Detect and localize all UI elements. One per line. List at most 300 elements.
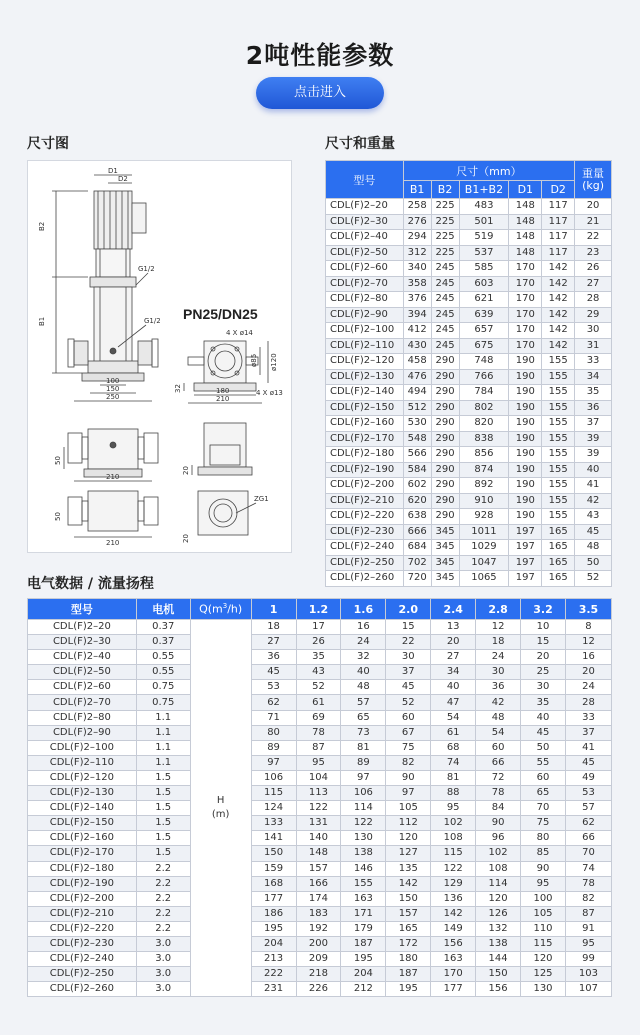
value-cell: 21 [575, 214, 612, 230]
model-cell: CDL(F)2–220 [326, 509, 404, 525]
motor-cell: 2.2 [136, 876, 190, 891]
table-row [326, 555, 612, 571]
model-cell: CDL(F)2–80 [28, 710, 137, 725]
head-cell: 149 [431, 921, 476, 936]
model-cell: CDL(F)2–100 [326, 323, 404, 339]
value-cell: 197 [509, 524, 542, 540]
head-cell: 52 [296, 680, 341, 695]
value-cell: 245 [431, 338, 459, 354]
head-cell: 54 [476, 725, 521, 740]
head-cell: 90 [386, 770, 431, 785]
value-cell: 345 [431, 524, 459, 540]
value-cell: 39 [575, 431, 612, 447]
head-cell: 80 [521, 831, 566, 846]
head-cell: 70 [521, 801, 566, 816]
value-cell: 225 [431, 214, 459, 230]
head-cell: 195 [386, 982, 431, 997]
col-flow-header: 1.2 [296, 599, 341, 620]
head-cell: 110 [521, 921, 566, 936]
head-cell: 163 [431, 952, 476, 967]
model-cell: CDL(F)2–30 [28, 635, 137, 650]
model-cell: CDL(F)2–40 [28, 650, 137, 665]
head-cell: 126 [476, 906, 521, 921]
value-cell: 345 [431, 555, 459, 571]
head-cell: 81 [431, 770, 476, 785]
head-cell: 141 [251, 831, 296, 846]
head-cell: 159 [251, 861, 296, 876]
col-d2-header: D2 [542, 181, 575, 199]
head-cell: 112 [386, 816, 431, 831]
model-cell: CDL(F)2–90 [28, 725, 137, 740]
dim-32-label: 32 [174, 384, 182, 393]
value-cell: 290 [431, 385, 459, 401]
head-cell: 183 [296, 906, 341, 921]
model-cell: CDL(F)2–50 [28, 665, 137, 680]
value-cell: 874 [459, 462, 509, 478]
value-cell: 476 [403, 369, 431, 385]
head-cell: 155 [341, 876, 386, 891]
value-cell: 657 [459, 323, 509, 339]
value-cell: 142 [542, 276, 575, 292]
head-cell: 91 [565, 921, 611, 936]
table-row [28, 725, 612, 740]
col-flow-header: 3.5 [565, 599, 611, 620]
dim-210c-label: 210 [106, 539, 120, 547]
head-cell: 122 [341, 816, 386, 831]
dim-210a-label: 210 [216, 395, 230, 403]
col-model-header: 型号 [28, 599, 137, 620]
head-cell: 70 [565, 846, 611, 861]
value-cell: 117 [542, 245, 575, 261]
head-cell: 179 [341, 921, 386, 936]
table-row [326, 323, 612, 339]
page-title: 2吨性能参数 [245, 41, 395, 70]
value-cell: 548 [403, 431, 431, 447]
value-cell: 170 [509, 323, 542, 339]
value-cell: 245 [431, 292, 459, 308]
head-cell: 186 [251, 906, 296, 921]
head-cell: 89 [251, 740, 296, 755]
value-cell: 290 [431, 509, 459, 525]
head-cell: 15 [521, 635, 566, 650]
head-cell: 75 [521, 816, 566, 831]
table-row [326, 431, 612, 447]
value-cell: 892 [459, 478, 509, 494]
model-cell: CDL(F)2–190 [28, 876, 137, 891]
head-cell: 33 [565, 710, 611, 725]
head-cell: 81 [341, 740, 386, 755]
motor-cell: 1.5 [136, 846, 190, 861]
col-size-header: 尺寸（mm） [403, 161, 574, 181]
model-cell: CDL(F)2–200 [326, 478, 404, 494]
dim-210b-label: 210 [106, 473, 120, 481]
head-cell: 74 [565, 861, 611, 876]
col-model-header: 型号 [326, 161, 404, 199]
value-cell: 602 [403, 478, 431, 494]
value-cell: 245 [431, 276, 459, 292]
head-cell: 27 [431, 650, 476, 665]
model-cell: CDL(F)2–170 [28, 846, 137, 861]
model-cell: CDL(F)2–240 [326, 540, 404, 556]
head-cell: 47 [431, 695, 476, 710]
value-cell: 290 [431, 493, 459, 509]
value-cell: 27 [575, 276, 612, 292]
model-cell: CDL(F)2–180 [28, 861, 137, 876]
table-row [28, 906, 612, 921]
value-cell: 155 [542, 400, 575, 416]
model-cell: CDL(F)2–150 [28, 816, 137, 831]
value-cell: 621 [459, 292, 509, 308]
motor-cell: 1.5 [136, 770, 190, 785]
model-cell: CDL(F)2–240 [28, 952, 137, 967]
pn-dn-label: PN25/DN25 [183, 306, 258, 322]
elec-section-title: 电气数据 / 流量扬程 [27, 576, 154, 592]
model-cell: CDL(F)2–120 [326, 354, 404, 370]
value-cell: 190 [509, 462, 542, 478]
col-d1-header: D1 [509, 181, 542, 199]
value-cell: 1029 [459, 540, 509, 556]
motor-cell: 1.5 [136, 801, 190, 816]
model-cell: CDL(F)2–120 [28, 770, 137, 785]
model-cell: CDL(F)2–30 [326, 214, 404, 230]
value-cell: 197 [509, 571, 542, 587]
table-row [28, 786, 612, 801]
table-row [28, 816, 612, 831]
head-cell: 43 [296, 665, 341, 680]
head-cell: 30 [521, 680, 566, 695]
head-cell: 172 [386, 936, 431, 951]
value-cell: 35 [575, 385, 612, 401]
dim-180-label: 180 [216, 387, 230, 395]
value-cell: 458 [403, 354, 431, 370]
value-cell: 290 [431, 354, 459, 370]
motor-cell: 1.1 [136, 740, 190, 755]
head-cell: 26 [296, 635, 341, 650]
value-cell: 165 [542, 540, 575, 556]
head-cell: 45 [565, 755, 611, 770]
head-cell: 15 [386, 620, 431, 635]
head-cell: 120 [521, 952, 566, 967]
head-cell: 106 [341, 786, 386, 801]
head-label: H [216, 795, 225, 807]
value-cell: 142 [542, 307, 575, 323]
head-cell: 61 [296, 695, 341, 710]
dim-b2-label: B2 [38, 221, 46, 231]
head-cell: 85 [521, 846, 566, 861]
value-cell: 856 [459, 447, 509, 463]
head-cell: 67 [386, 725, 431, 740]
table-row [326, 292, 612, 308]
dim-100-label: 100 [106, 377, 120, 385]
head-cell: 87 [296, 740, 341, 755]
value-cell: 519 [459, 230, 509, 246]
value-cell: 155 [542, 447, 575, 463]
head-cell: 49 [565, 770, 611, 785]
head-cell: 95 [431, 801, 476, 816]
head-cell: 150 [386, 891, 431, 906]
value-cell: 394 [403, 307, 431, 323]
table-row [28, 740, 612, 755]
value-cell: 142 [542, 338, 575, 354]
head-cell: 136 [431, 891, 476, 906]
value-cell: 530 [403, 416, 431, 432]
head-cell: 24 [565, 680, 611, 695]
head-cell: 90 [476, 816, 521, 831]
head-cell: 213 [251, 952, 296, 967]
value-cell: 258 [403, 199, 431, 215]
value-cell: 43 [575, 509, 612, 525]
model-cell: CDL(F)2–130 [326, 369, 404, 385]
value-cell: 31 [575, 338, 612, 354]
col-flow-header: 3.2 [521, 599, 566, 620]
enter-button[interactable]: 点击进入 [256, 77, 384, 109]
head-cell: 10 [521, 620, 566, 635]
head-cell: 135 [386, 861, 431, 876]
table-row [28, 861, 612, 876]
value-cell: 165 [542, 571, 575, 587]
head-cell: 28 [565, 695, 611, 710]
table-row [326, 276, 612, 292]
value-cell: 30 [575, 323, 612, 339]
head-cell: 45 [386, 680, 431, 695]
value-cell: 225 [431, 230, 459, 246]
head-cell: 105 [521, 906, 566, 921]
head-cell: 72 [476, 770, 521, 785]
value-cell: 170 [509, 338, 542, 354]
value-cell: 245 [431, 307, 459, 323]
table-row [28, 770, 612, 785]
head-cell: 40 [341, 665, 386, 680]
value-cell: 766 [459, 369, 509, 385]
head-cell: 122 [431, 861, 476, 876]
table-row [326, 199, 612, 215]
head-cell: 20 [521, 650, 566, 665]
table-row [326, 261, 612, 277]
head-cell: 40 [521, 710, 566, 725]
value-cell: 638 [403, 509, 431, 525]
model-cell: CDL(F)2–80 [326, 292, 404, 308]
head-cell: 66 [565, 831, 611, 846]
head-cell: 195 [341, 952, 386, 967]
model-cell: CDL(F)2–250 [326, 555, 404, 571]
col-flow-header: 1.6 [341, 599, 386, 620]
head-cell: 165 [386, 921, 431, 936]
value-cell: 155 [542, 431, 575, 447]
value-cell: 684 [403, 540, 431, 556]
head-cell: 60 [521, 770, 566, 785]
table-row [326, 478, 612, 494]
head-cell: 156 [431, 936, 476, 951]
value-cell: 928 [459, 509, 509, 525]
model-cell: CDL(F)2–110 [28, 755, 137, 770]
model-cell: CDL(F)2–110 [326, 338, 404, 354]
head-cell: 78 [565, 876, 611, 891]
dim-250-label: 250 [106, 393, 120, 401]
value-cell: 148 [509, 245, 542, 261]
head-cell: 87 [565, 906, 611, 921]
col-motor-header: 电机 [136, 599, 190, 620]
motor-cell: 1.5 [136, 831, 190, 846]
model-cell: CDL(F)2–70 [326, 276, 404, 292]
value-cell: 197 [509, 540, 542, 556]
head-cell: 97 [341, 770, 386, 785]
dim-b1-label: B1 [38, 316, 46, 326]
col-b2-header: B2 [431, 181, 459, 199]
head-cell: 115 [251, 786, 296, 801]
dimension-weight-table [325, 160, 612, 587]
table-row [326, 540, 612, 556]
value-cell: 820 [459, 416, 509, 432]
head-cell: 108 [476, 861, 521, 876]
head-cell: 142 [431, 906, 476, 921]
value-cell: 117 [542, 214, 575, 230]
value-cell: 45 [575, 524, 612, 540]
value-cell: 784 [459, 385, 509, 401]
head-cell: 150 [251, 846, 296, 861]
head-cell: 50 [521, 740, 566, 755]
head-cell: 61 [431, 725, 476, 740]
head-cell: 8 [565, 620, 611, 635]
head-cell: 37 [386, 665, 431, 680]
value-cell: 190 [509, 447, 542, 463]
dim-holes13-label: 4 X ø13 [256, 389, 283, 397]
head-cell: 69 [296, 710, 341, 725]
motor-cell: 1.1 [136, 710, 190, 725]
head-cell: 125 [521, 967, 566, 982]
value-cell: 838 [459, 431, 509, 447]
table-row [326, 214, 612, 230]
head-cell: 53 [565, 786, 611, 801]
table-row [28, 831, 612, 846]
value-cell: 566 [403, 447, 431, 463]
value-cell: 142 [542, 323, 575, 339]
value-cell: 142 [542, 261, 575, 277]
model-cell: CDL(F)2–20 [326, 199, 404, 215]
head-cell: 82 [386, 755, 431, 770]
head-cell: 107 [565, 982, 611, 997]
table-row [28, 695, 612, 710]
dim-g1-bottom-label: G1/2 [144, 317, 161, 325]
table-row [28, 846, 612, 861]
value-cell: 720 [403, 571, 431, 587]
motor-cell: 2.2 [136, 891, 190, 906]
head-cell: 18 [476, 635, 521, 650]
motor-cell: 1.5 [136, 816, 190, 831]
head-cell: 157 [296, 861, 341, 876]
value-cell: 36 [575, 400, 612, 416]
head-cell: 68 [431, 740, 476, 755]
value-cell: 190 [509, 385, 542, 401]
model-cell: CDL(F)2–100 [28, 740, 137, 755]
table-row [28, 921, 612, 936]
model-cell: CDL(F)2–190 [326, 462, 404, 478]
head-cell: 84 [476, 801, 521, 816]
head-cell: 78 [476, 786, 521, 801]
head-unit-cell [190, 620, 251, 997]
head-cell: 144 [476, 952, 521, 967]
value-cell: 910 [459, 493, 509, 509]
model-cell: CDL(F)2–60 [326, 261, 404, 277]
col-weight-header: 重量 (kg) [575, 161, 612, 199]
head-cell: 105 [386, 801, 431, 816]
value-cell: 165 [542, 555, 575, 571]
model-cell: CDL(F)2–70 [28, 695, 137, 710]
head-cell: 170 [431, 967, 476, 982]
value-cell: 23 [575, 245, 612, 261]
table-row [326, 307, 612, 323]
value-cell: 1047 [459, 555, 509, 571]
value-cell: 142 [542, 292, 575, 308]
dim-50a-label: 50 [54, 456, 62, 465]
motor-cell: 0.37 [136, 635, 190, 650]
value-cell: 155 [542, 385, 575, 401]
value-cell: 376 [403, 292, 431, 308]
head-cell: 96 [476, 831, 521, 846]
value-cell: 639 [459, 307, 509, 323]
head-cell: 24 [341, 635, 386, 650]
head-cell: 114 [476, 876, 521, 891]
head-cell: 16 [565, 650, 611, 665]
head-cell: 73 [341, 725, 386, 740]
head-cell: 52 [386, 695, 431, 710]
head-cell: 124 [251, 801, 296, 816]
dim-d120-label: ø120 [270, 353, 278, 371]
motor-cell: 1.1 [136, 725, 190, 740]
head-cell: 41 [565, 740, 611, 755]
value-cell: 294 [403, 230, 431, 246]
head-cell: 45 [521, 725, 566, 740]
head-cell: 142 [386, 876, 431, 891]
value-cell: 585 [459, 261, 509, 277]
motor-cell: 2.2 [136, 906, 190, 921]
value-cell: 39 [575, 447, 612, 463]
value-cell: 117 [542, 230, 575, 246]
value-cell: 290 [431, 400, 459, 416]
value-cell: 48 [575, 540, 612, 556]
head-cell: 130 [341, 831, 386, 846]
head-cell: 100 [521, 891, 566, 906]
value-cell: 148 [509, 199, 542, 215]
head-cell: 115 [521, 936, 566, 951]
value-cell: 155 [542, 478, 575, 494]
head-cell: 37 [565, 725, 611, 740]
value-cell: 666 [403, 524, 431, 540]
value-cell: 33 [575, 354, 612, 370]
head-cell: 187 [386, 967, 431, 982]
head-cell: 129 [431, 876, 476, 891]
model-cell: CDL(F)2–180 [326, 447, 404, 463]
head-cell: 89 [341, 755, 386, 770]
dim-20a-label: 20 [182, 466, 190, 475]
head-cell: 35 [296, 650, 341, 665]
table-row [28, 710, 612, 725]
head-cell: 103 [565, 967, 611, 982]
motor-cell: 3.0 [136, 952, 190, 967]
value-cell: 501 [459, 214, 509, 230]
value-cell: 197 [509, 555, 542, 571]
table-row [326, 571, 612, 587]
value-cell: 37 [575, 416, 612, 432]
value-cell: 52 [575, 571, 612, 587]
value-cell: 483 [459, 199, 509, 215]
dim-20b-label: 20 [182, 534, 190, 543]
head-cell: 150 [476, 967, 521, 982]
value-cell: 512 [403, 400, 431, 416]
head-cell: 36 [476, 680, 521, 695]
head-cell: 180 [386, 952, 431, 967]
head-cell: 138 [476, 936, 521, 951]
motor-cell: 2.2 [136, 921, 190, 936]
